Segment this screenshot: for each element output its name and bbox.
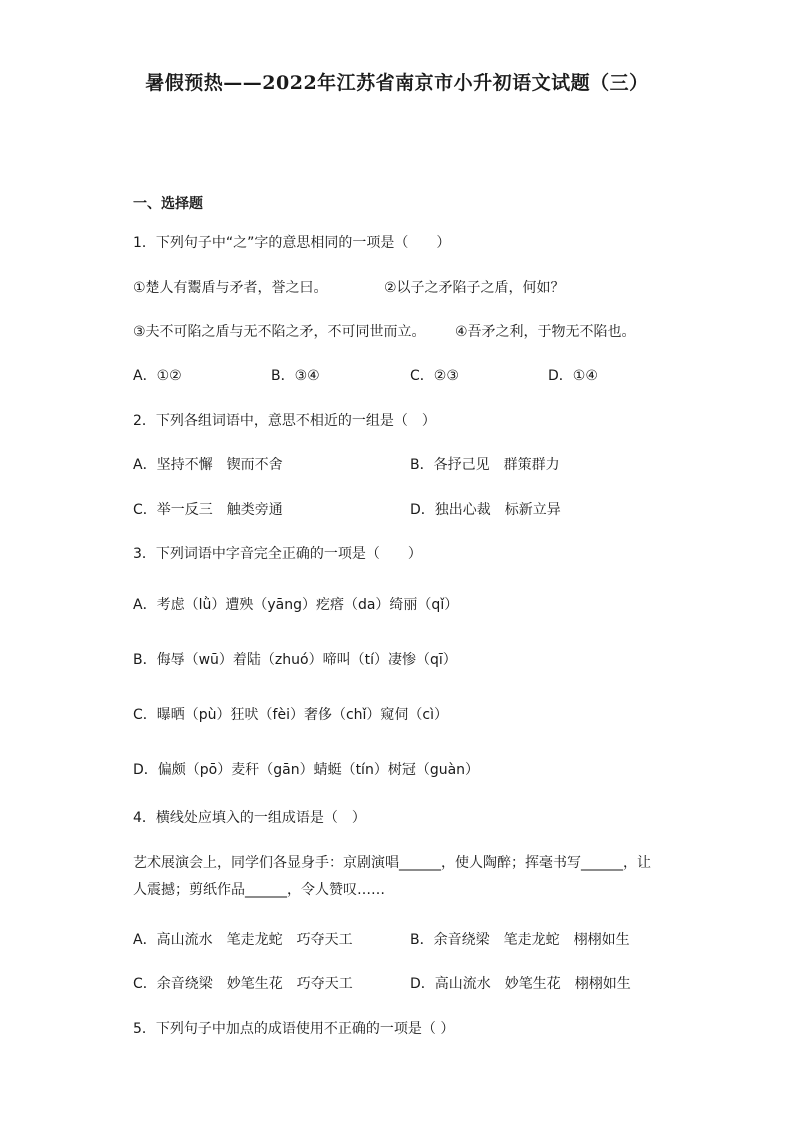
q4-option-c: C．余音绕梁 妙笔生花 巧夺天工 xyxy=(133,976,353,992)
q1-sentence-2: ②以子之矛陷子之盾，何如？ xyxy=(384,280,565,296)
q3-option-d: D．偏颇（pō）麦秆（gān）蜻蜓（tín）树冠（guàn） xyxy=(133,762,480,778)
q3-option-c: C．曝晒（pù）狂吠（fèi）奢侈（chǐ）窥伺（cì） xyxy=(133,707,449,723)
q2-option-c: C．举一反三 触类旁通 xyxy=(133,502,283,518)
page-title: 暑假预热——2022年江苏省南京市小升初语文试题（三） xyxy=(145,72,649,94)
q2-option-d: D．独出心裁 标新立异 xyxy=(410,502,561,518)
question-4-stem: 4．横线处应填入的一组成语是（ ） xyxy=(133,810,366,826)
q3-option-b: B．侮辱（wū）着陆（zhuó）啼叫（tí）凄惨（qī） xyxy=(133,652,457,668)
q4-option-d: D．高山流水 妙笔生花 栩栩如生 xyxy=(410,976,631,992)
q1-option-a: A．①② xyxy=(133,368,182,384)
q3-option-a: A．考虑（lǜ）遭殃（yāng）疙瘩（da）绮丽（qǐ） xyxy=(133,597,459,613)
question-1-stem: 1．下列句子中“之”字的意思相同的一项是（ ） xyxy=(133,235,451,251)
section-heading: 一、选择题 xyxy=(133,196,203,212)
question-5-stem: 5．下列句子中加点的成语使用不正确的一项是（ ） xyxy=(133,1021,455,1037)
q2-option-a: A．坚持不懈 锲而不舍 xyxy=(133,457,283,473)
question-2-stem: 2．下列各组词语中，意思不相近的一组是（ ） xyxy=(133,413,436,429)
q1-sentence-4: ④吾矛之利，于物无不陷也。 xyxy=(455,324,636,340)
q4-option-a: A．高山流水 笔走龙蛇 巧夺天工 xyxy=(133,932,353,948)
question-3-stem: 3．下列词语中字音完全正确的一项是（ ） xyxy=(133,546,422,562)
q1-option-b: B．③④ xyxy=(271,368,320,384)
q1-option-d: D．①④ xyxy=(548,368,598,384)
q1-option-c: C．②③ xyxy=(410,368,459,384)
q1-sentence-1: ①楚人有鬻盾与矛者，誉之曰。 xyxy=(133,280,328,296)
q4-option-b: B．余音绕梁 笔走龙蛇 栩栩如生 xyxy=(410,932,630,948)
q1-sentence-3: ③夫不可陷之盾与无不陷之矛，不可同世而立。 xyxy=(133,324,426,340)
q4-passage: 艺术展演会上，同学们各显身手：京剧演唱______，使人陶醉；挥毫书写______，让人震撼；剪纸作品______，令人赞叹…… xyxy=(133,855,651,898)
q2-option-b: B．各抒己见 群策群力 xyxy=(410,457,560,473)
